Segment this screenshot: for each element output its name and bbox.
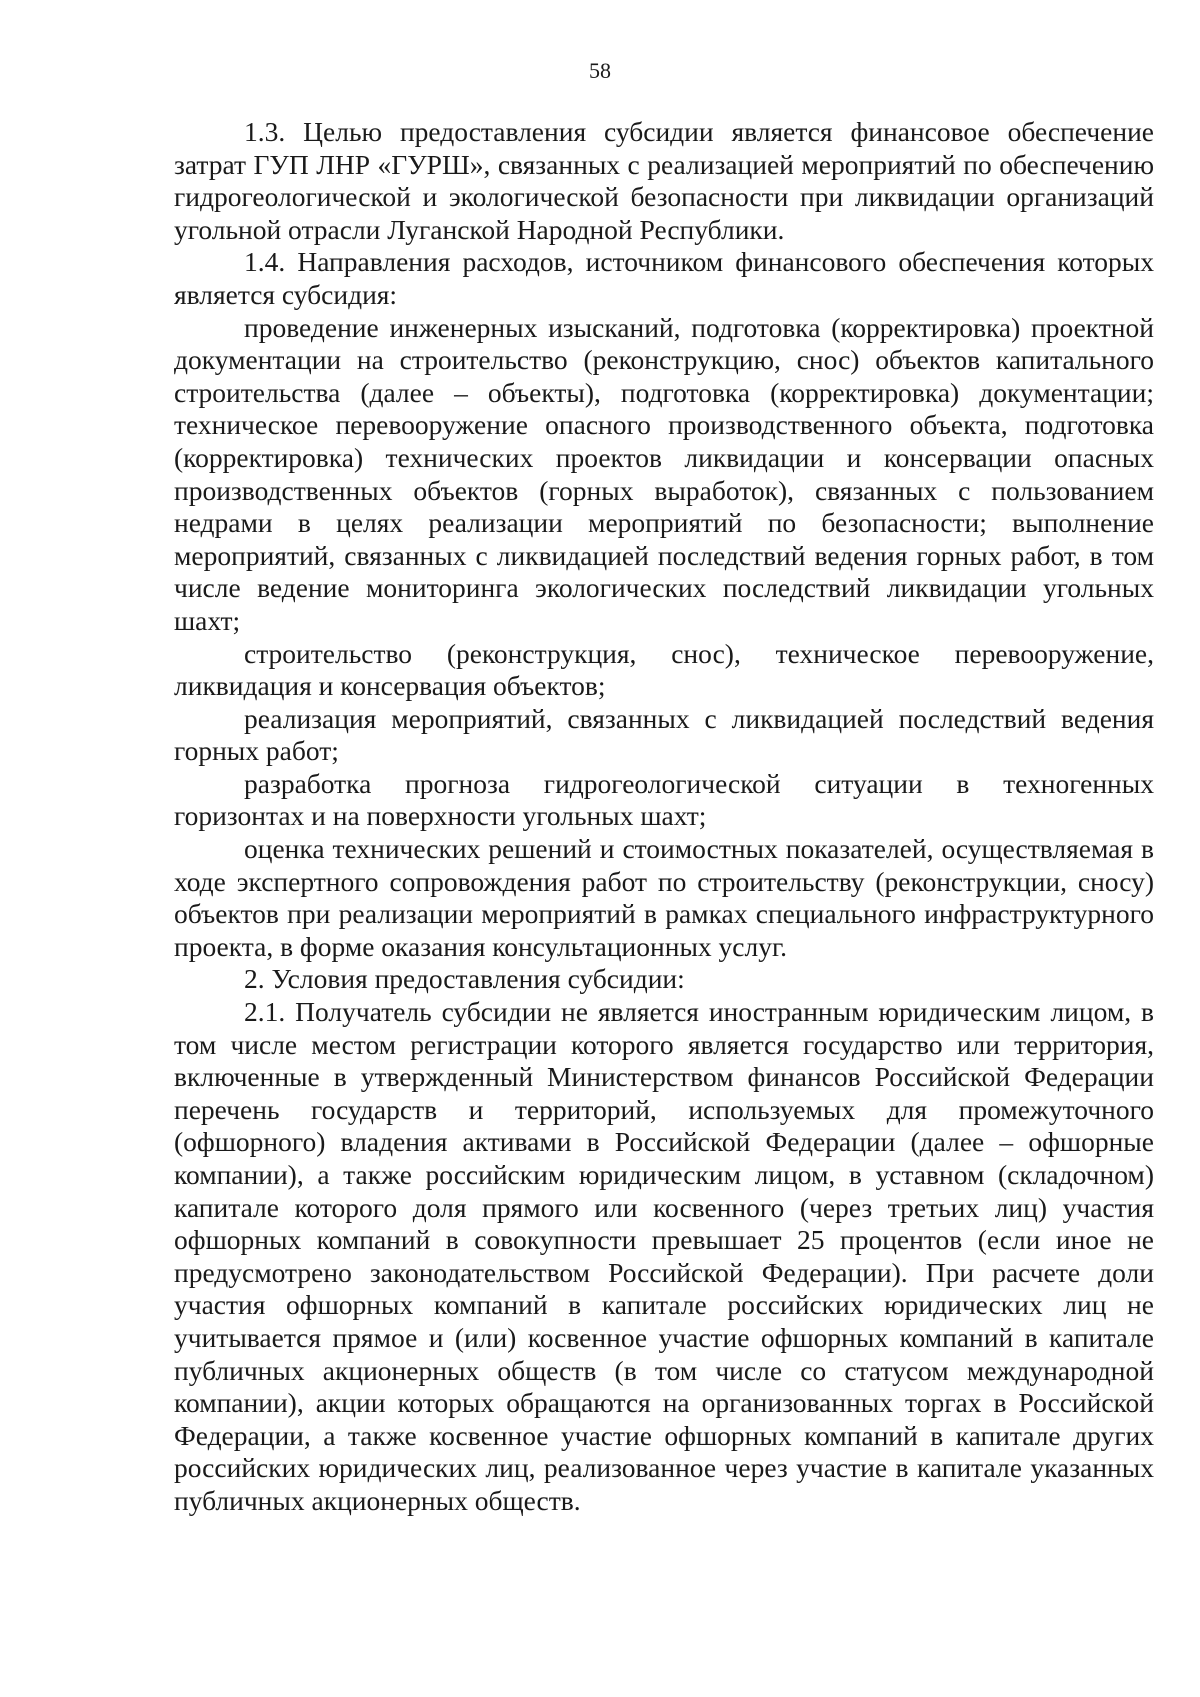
paragraph-expense-item-2: строительство (реконструкция, снос), техническое перевооружение, ликвидация и консервация объектов;	[174, 637, 1154, 702]
paragraph-1-4: 1.4. Направления расходов, источником финансового обеспечения которых является субсидия:	[174, 246, 1154, 310]
paragraph-2-1: 2.1. Получатель субсидии не является иностранным юридическим лицом, в том числе местом регистрации которого является государство или территория, включенные в утвержденный Министерством финансов Российской Федерации перечень государств и территорий, используемых для промежуточного (офшорного) владения активами в Российской Федерации (далее – офшорные компании), а также российским юридическим лицом, в уставном (складочном) капитале которого доля прямого или косвенного (через третьих лиц) участия офшорных компаний в совокупности превышает 25 процентов (если иное не предусмотрено законодательством Российской Федерации). При расчете доли участия офшорных компаний в капитале российских юридических лиц не учитывается прямое и (или) косвенное участие офшорных компаний в капитале публичных акционерных обществ (в том числе со статусом международной компании), акции которых обращаются на организованных торгах в Российской Федерации, а также косвенное участие офшорных компаний в капитале других российских юридических лиц, реализованное через участие в капитале указанных публичных акционерных обществ.	[174, 996, 1154, 1516]
paragraph-expense-item-4: разработка прогноза гидрогеологической ситуации в техногенных горизонтах и на поверхности угольных шахт;	[174, 767, 1154, 832]
paragraph-2: 2. Условия предоставления субсидии:	[244, 963, 685, 995]
document-body	[174, 116, 1154, 1518]
paragraph-expense-item-3: реализация мероприятий, связанных с ликвидацией последствий ведения горных работ;	[174, 702, 1154, 767]
page-number: 58	[589, 58, 611, 83]
paragraph-1-3: 1.3. Целью предоставления субсидии является финансовое обеспечение затрат ГУП ЛНР «ГУРШ», связанных с реализацией мероприятий по обеспечению гидрогеологической и экологической безопасности при ликвидации организаций угольной отрасли Луганской Народной Республики.	[174, 116, 1154, 245]
paragraph-expense-item-1: проведение инженерных изысканий, подготовка (корректировка) проектной документации на строительство (реконструкцию, снос) объектов капитального строительства (далее – объекты), подготовка (корректировка) документации; техническое перевооружение опасного производственного объекта, подготовка (корректировка) технических проектов ликвидации и консервации опасных производственных объектов (горных выработок), связанных с пользованием недрами в целях реализации мероприятий по безопасности; выполнение мероприятий, связанных с ликвидацией последствий ведения горных работ, в том числе ведение мониторинга экологических последствий ликвидации угольных шахт;	[174, 311, 1154, 636]
paragraph-expense-item-5: оценка технических решений и стоимостных показателей, осуществляемая в ходе экспертного сопровождения работ по строительству (реконструкции, сносу) объектов при реализации мероприятий в рамках специального инфраструктурного проекта, в форме оказания консультационных услуг.	[174, 833, 1154, 962]
